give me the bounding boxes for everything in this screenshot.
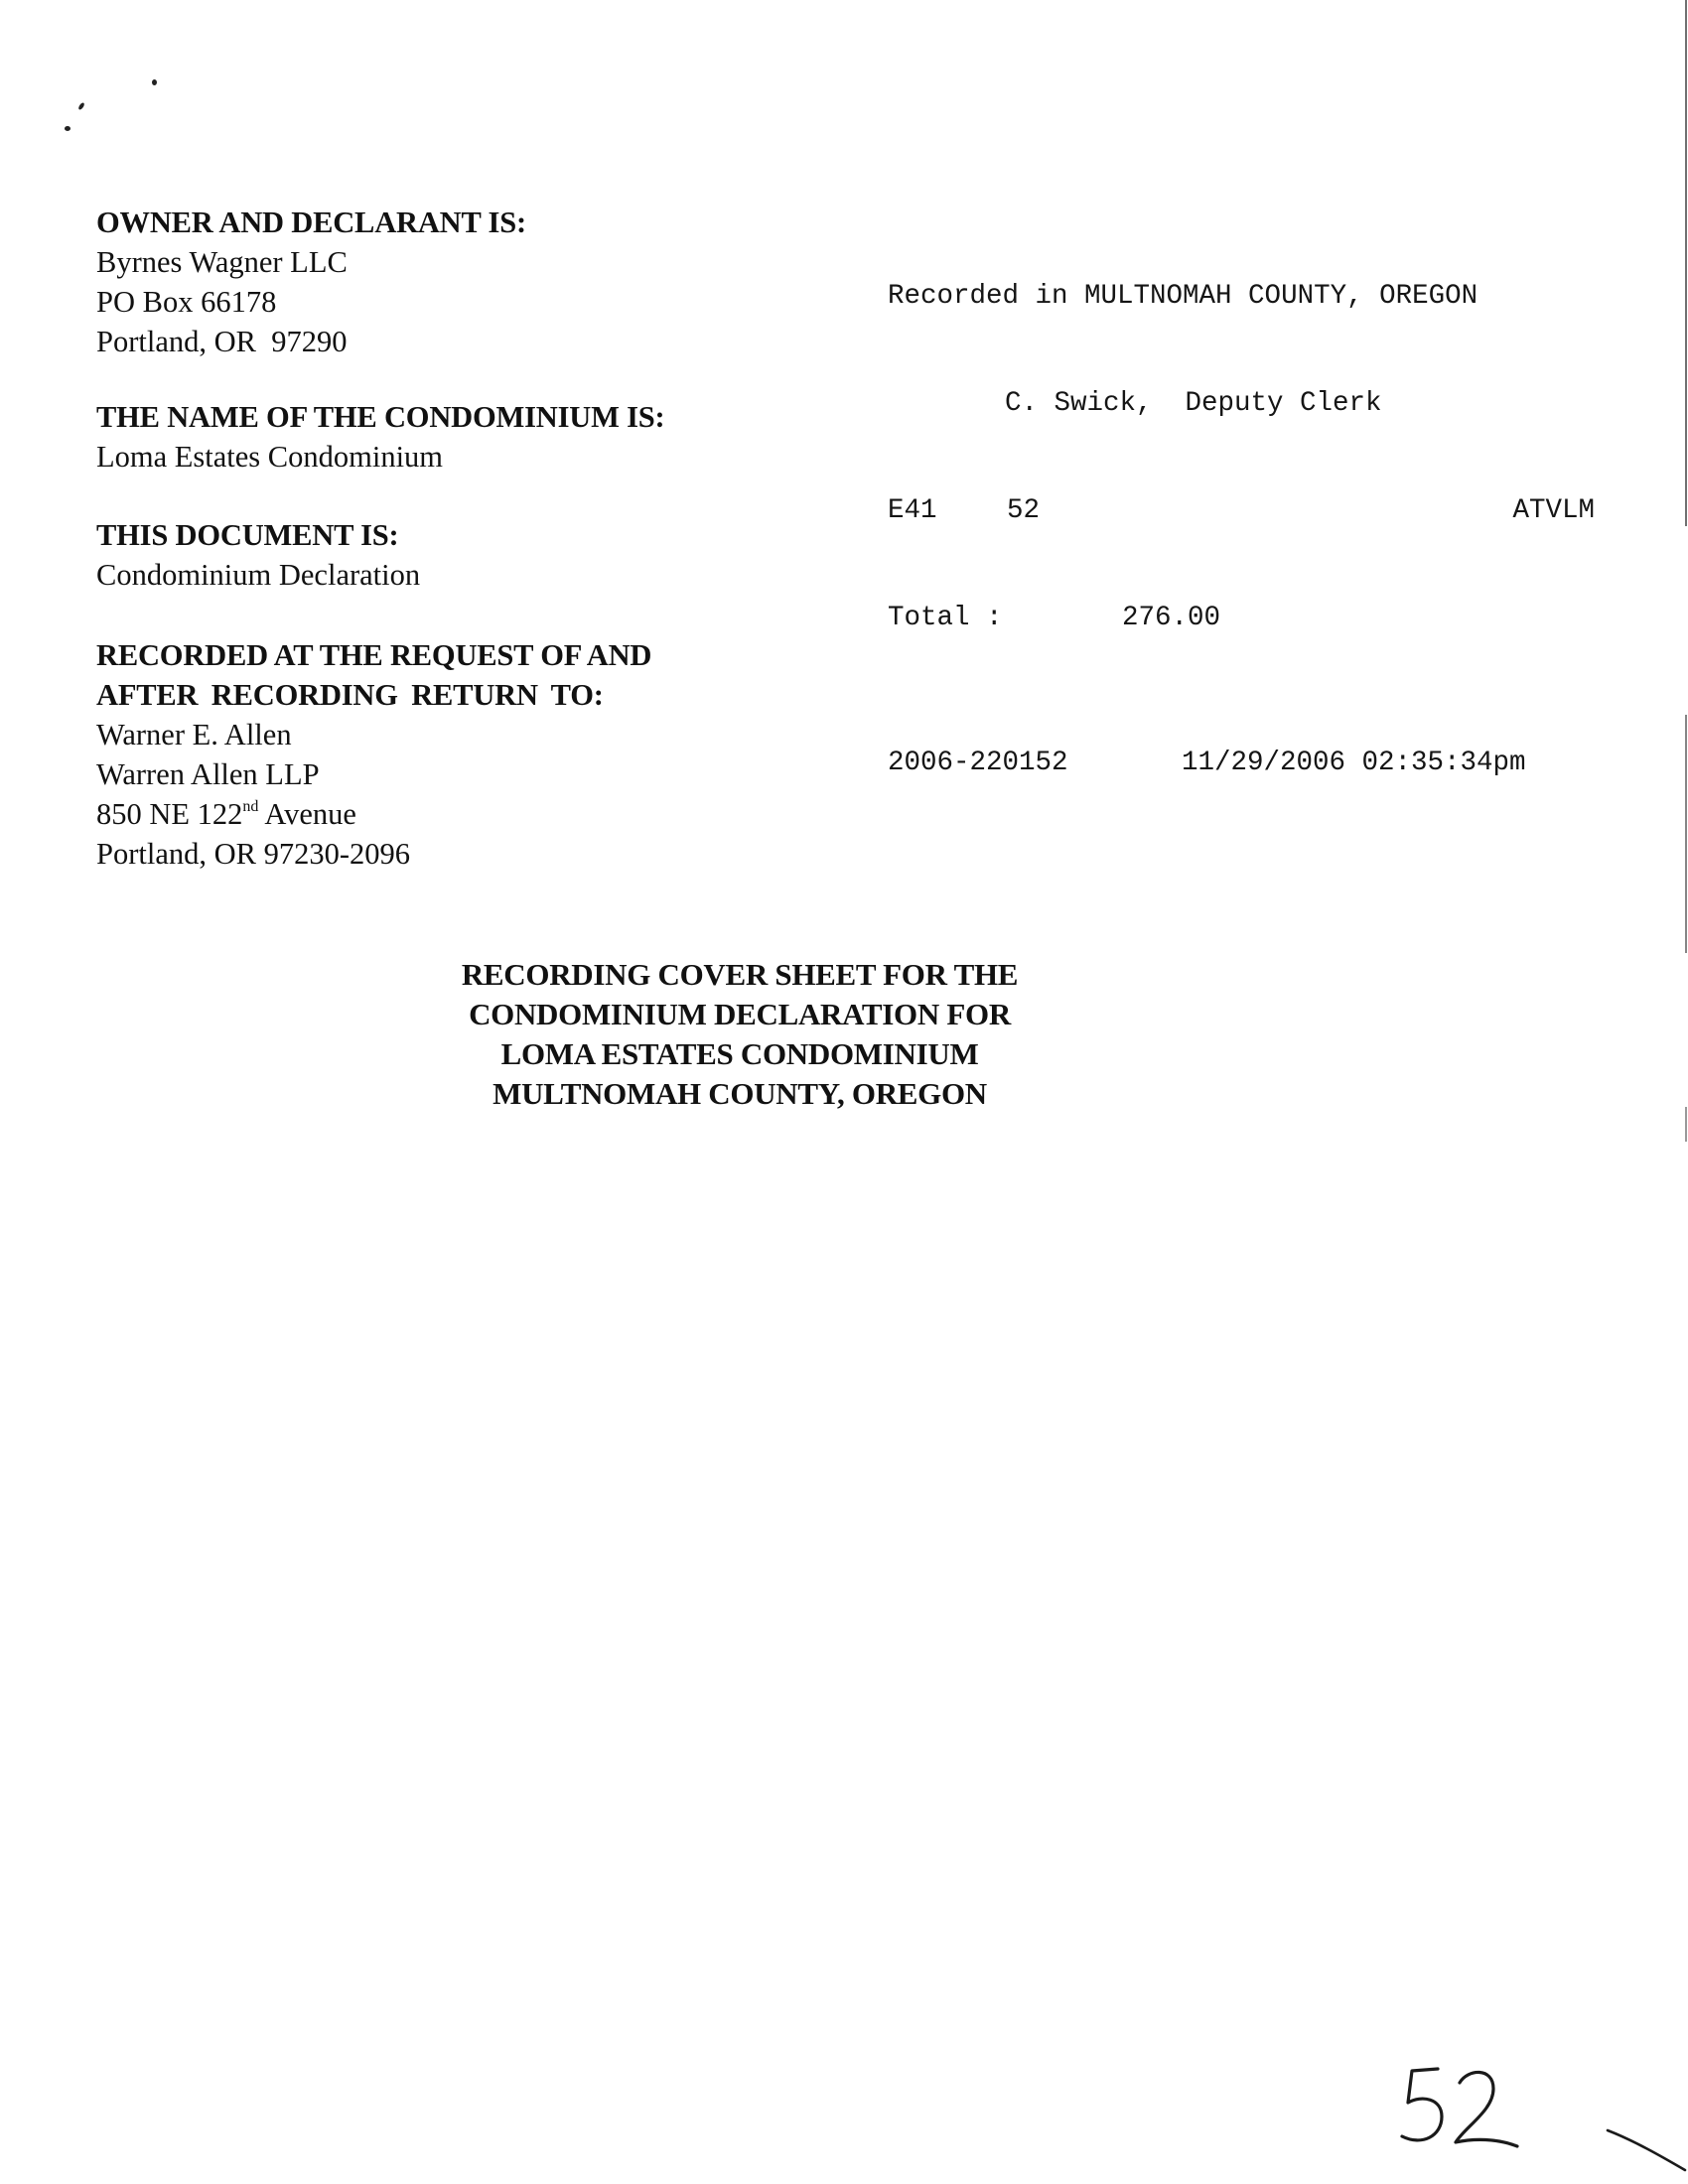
owner-block — [96, 203, 526, 361]
scan-speck — [152, 79, 157, 85]
title-line-3: LOMA ESTATES CONDOMINIUM — [500, 1036, 979, 1071]
street-suffix: Avenue — [258, 797, 356, 831]
stamp-recorded-line: Recorded in MULTNOMAH COUNTY, OREGON — [888, 281, 1478, 312]
doc-type-heading: THIS DOCUMENT IS: — [96, 518, 399, 552]
street-number: 850 NE 122 — [96, 797, 243, 831]
scan-edge-line — [1685, 1107, 1687, 1142]
recording-stamp — [888, 207, 1595, 853]
return-name: Warner E. Allen — [96, 718, 292, 751]
doc-type-block — [96, 515, 420, 595]
return-city: Portland, OR 97230-2096 — [96, 837, 411, 871]
stamp-total-value: 276.00 — [1122, 603, 1221, 633]
stamp-code: E41 — [888, 495, 937, 526]
handwritten-page-number — [1390, 2055, 1529, 2164]
scan-edge-line — [1685, 0, 1687, 526]
stamp-total-label: Total : — [888, 603, 1003, 633]
return-heading-line2: AFTER RECORDING RETURN TO: — [96, 678, 604, 712]
scan-edge-line — [1685, 715, 1687, 953]
stamp-fee-code: ATVLM — [1512, 495, 1595, 526]
owner-name: Byrnes Wagner LLC — [96, 245, 348, 279]
condo-name-block — [96, 397, 664, 477]
stamp-timestamp: 11/29/2006 02:35:34pm — [1182, 748, 1526, 778]
title-line-2: CONDOMINIUM DECLARATION FOR — [469, 997, 1011, 1031]
handwritten-dash-mark — [1604, 2124, 1688, 2174]
owner-po-box: PO Box 66178 — [96, 285, 277, 319]
street-ordinal: nd — [242, 797, 259, 815]
title-line-4: MULTNOMAH COUNTY, OREGON — [492, 1076, 987, 1111]
condo-name-heading: THE NAME OF THE CONDOMINIUM IS: — [96, 400, 665, 434]
return-block — [96, 635, 651, 874]
condo-name: Loma Estates Condominium — [96, 440, 444, 474]
return-firm: Warren Allen LLP — [96, 757, 320, 791]
return-heading-line1: RECORDED AT THE REQUEST OF AND — [96, 638, 652, 672]
scan-speck — [77, 102, 85, 111]
return-street — [96, 794, 651, 834]
stamp-clerk-line: C. Swick, Deputy Clerk — [1005, 388, 1382, 419]
title-line-1: RECORDING COVER SHEET FOR THE — [461, 957, 1019, 992]
stamp-pages: 52 — [1007, 495, 1041, 526]
owner-heading: OWNER AND DECLARANT IS: — [96, 205, 526, 239]
doc-type: Condominium Declaration — [96, 558, 421, 592]
stamp-instrument-number: 2006-220152 — [888, 748, 1068, 778]
cover-sheet-title — [343, 955, 1137, 1114]
owner-city: Portland, OR 97290 — [96, 325, 348, 358]
scan-speck — [65, 126, 70, 131]
